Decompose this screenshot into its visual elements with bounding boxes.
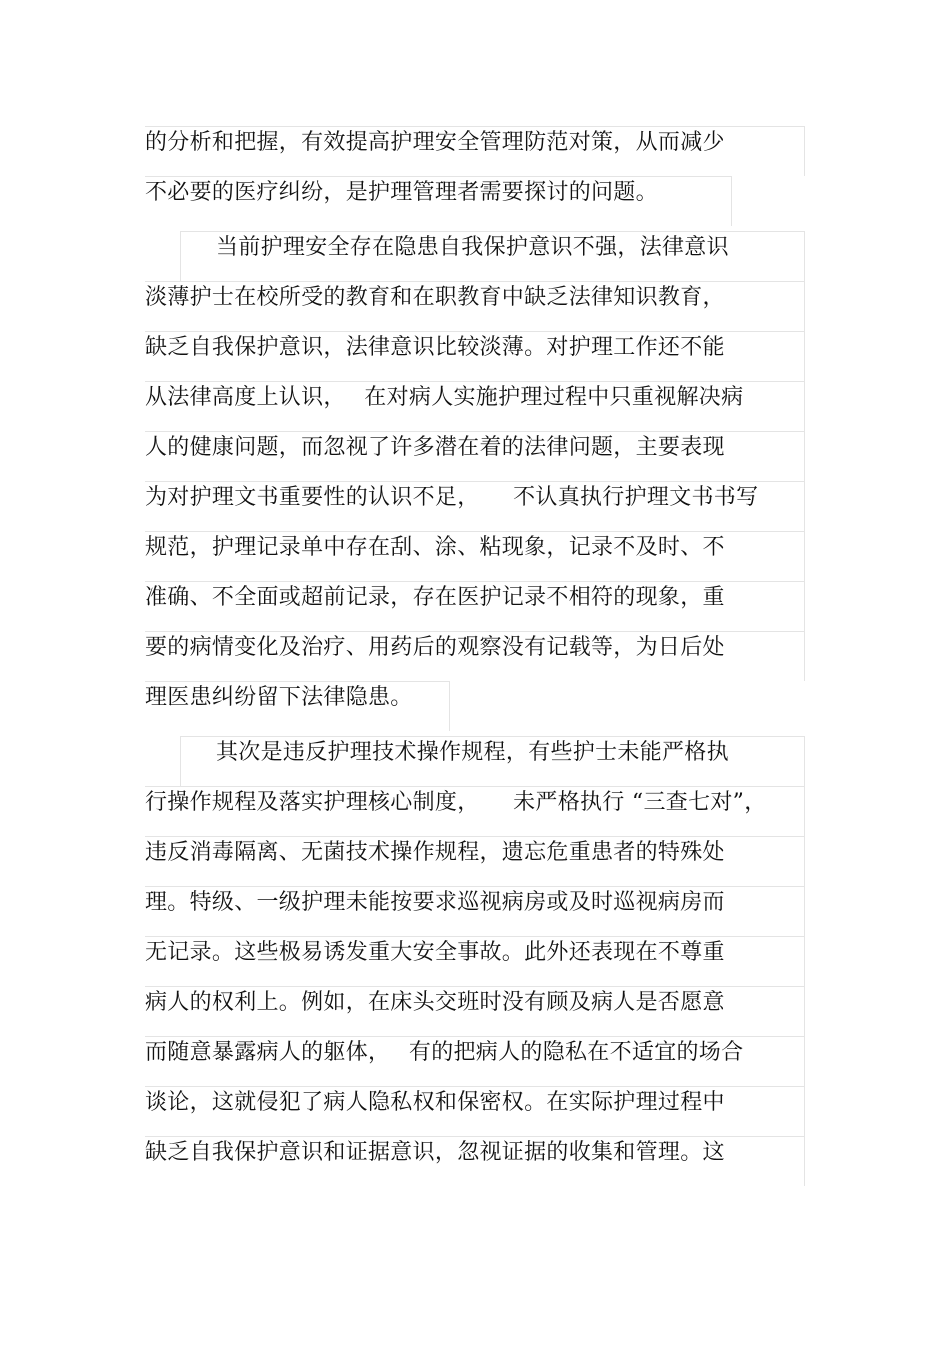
text-line-10-content: 准确、不全面或超前记录，存在医护记录不相符的现象，重 xyxy=(145,585,725,610)
text-line-17-content: 无记录。这些极易诱发重大安全事故。此外还表现在不尊重 xyxy=(145,940,725,965)
text-line-12-content: 理医患纠纷留下法律隐患。 xyxy=(145,685,413,710)
text-line-2-content: 不必要的医疗纠纷，是护理管理者需要探讨的问题。 xyxy=(145,180,658,205)
text-line-20 xyxy=(145,1086,805,1136)
text-line-19-content: 而随意暴露病人的躯体， 有的把病人的隐私在不适宜的场合 xyxy=(145,1040,744,1065)
text-line-14-content: 行操作规程及落实护理核心制度， 未严格执行 “三查七对”， xyxy=(145,790,767,815)
text-line-7 xyxy=(145,431,805,481)
text-line-3-content: 当前护理安全存在隐患自我保护意识不强，法律意识 xyxy=(216,235,729,260)
text-line-15 xyxy=(145,836,805,886)
text-line-2 xyxy=(145,176,732,226)
text-line-1 xyxy=(145,126,805,176)
paragraph-2-first-line xyxy=(180,231,805,281)
text-line-11-content: 要的病情变化及治疗、用药后的观察没有记载等，为日后处 xyxy=(145,635,725,660)
text-line-6-content: 从法律高度上认识， 在对病人实施护理过程中只重视解决病 xyxy=(145,385,744,410)
paragraph-3-first-line xyxy=(180,736,805,786)
text-line-5-content: 缺乏自我保护意识，法律意识比较淡薄。对护理工作还不能 xyxy=(145,335,725,360)
text-line-19 xyxy=(145,1036,805,1086)
text-line-20-content: 谈论，这就侵犯了病人隐私权和保密权。在实际护理过程中 xyxy=(145,1090,725,1115)
text-line-10 xyxy=(145,581,805,631)
text-line-16 xyxy=(145,886,805,936)
text-line-8 xyxy=(145,481,805,531)
text-line-17 xyxy=(145,936,805,986)
text-line-12 xyxy=(145,681,450,731)
text-line-18 xyxy=(145,986,805,1036)
text-line-21 xyxy=(145,1136,805,1186)
text-line-1-content: 的分析和把握，有效提高护理安全管理防范对策，从而减少 xyxy=(145,130,725,155)
text-line-9 xyxy=(145,531,805,581)
text-line-4-content: 淡薄护士在校所受的教育和在职教育中缺乏法律知识教育， xyxy=(145,285,725,310)
text-line-11 xyxy=(145,631,805,681)
text-line-7-content: 人的健康问题，而忽视了许多潜在着的法律问题，主要表现 xyxy=(145,435,725,460)
text-line-9-content: 规范，护理记录单中存在刮、涂、粘现象，记录不及时、不 xyxy=(145,535,725,560)
text-line-5 xyxy=(145,331,805,381)
text-line-14 xyxy=(145,786,805,836)
text-line-13-content: 其次是违反护理技术操作规程，有些护士未能严格执 xyxy=(216,740,729,765)
text-line-15-content: 违反消毒隔离、无菌技术操作规程，遗忘危重患者的特殊处 xyxy=(145,840,725,865)
text-line-21-content: 缺乏自我保护意识和证据意识，忽视证据的收集和管理。这 xyxy=(145,1140,725,1165)
text-line-6 xyxy=(145,381,805,431)
text-line-18-content: 病人的权利上。例如，在床头交班时没有顾及病人是否愿意 xyxy=(145,990,725,1015)
text-line-8-content: 为对护理文书重要性的认识不足， 不认真执行护理文书书写 xyxy=(145,485,759,510)
text-line-16-content: 理。特级、一级护理未能按要求巡视病房或及时巡视病房而 xyxy=(145,890,725,915)
text-line-4 xyxy=(145,281,805,331)
